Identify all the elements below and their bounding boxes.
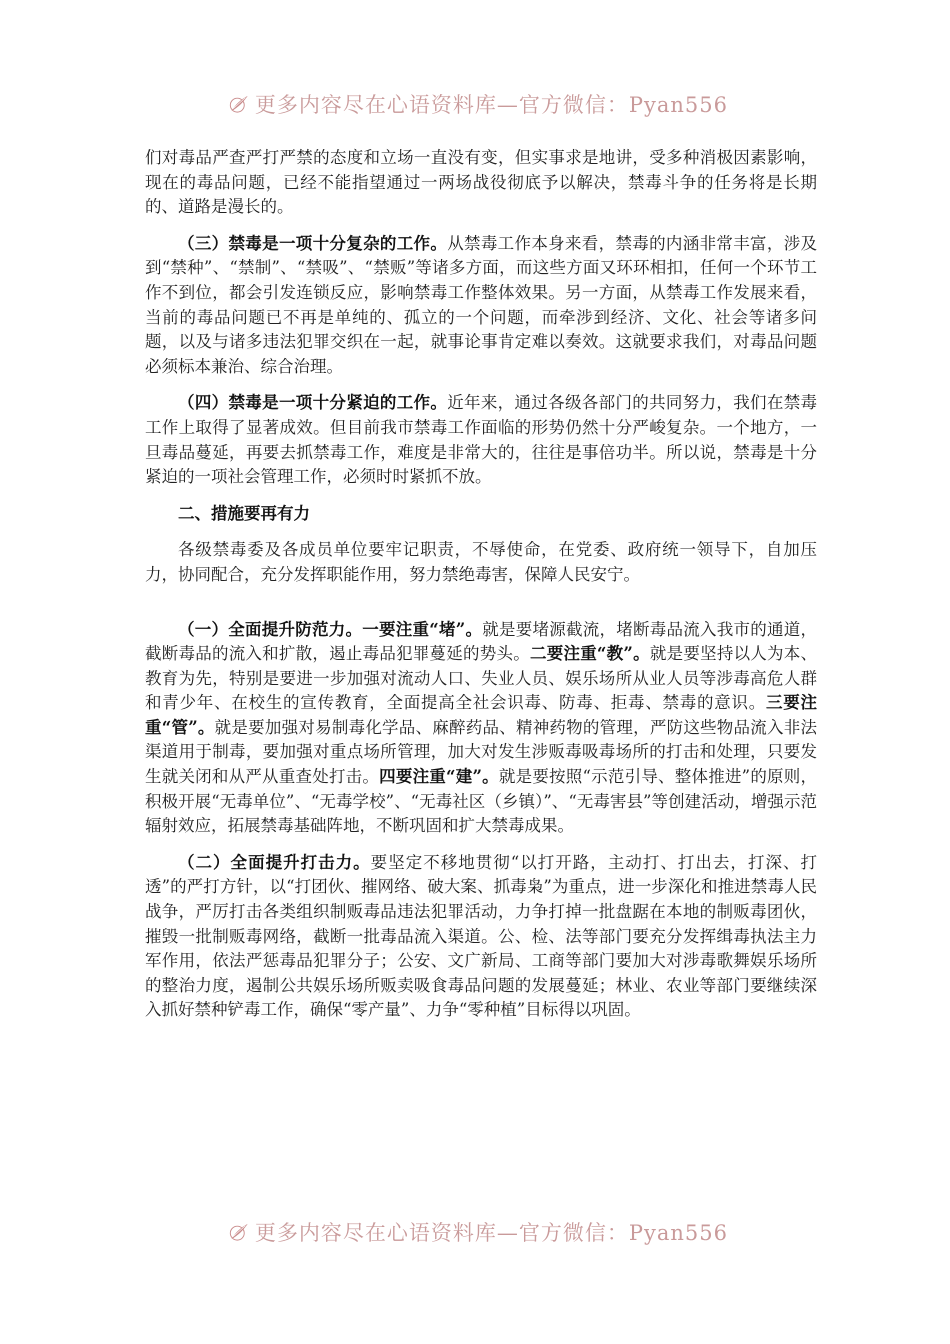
- banner-text: 更多内容尽在心语资料库—官方微信：Pyan556: [254, 93, 728, 117]
- section-title: 二、措施要再有力: [178, 503, 310, 523]
- quill-logo-icon: [228, 86, 249, 122]
- paragraph: [145, 851, 817, 1023]
- paragraph: 们对毒品严查严打严禁的态度和立场一直没有变，但实事求是地讲，受多种消极因素影响，现在的毒品问题，已经不能指望通过一两场战役彻底予以解决，禁毒斗争的任务将是长期的、道路是漫长的。: [145, 148, 817, 217]
- inline-heading: 三要注重“管”。: [145, 693, 817, 737]
- paragraph: [145, 232, 817, 380]
- paragraph-heading: （四）禁毒是一项十分紧迫的工作。: [178, 393, 448, 413]
- paragraph-text: 要坚定不移地贯彻“以打开路，主动打、打出去，打深、打透”的严打方针，以“打团伙、摧网络、破大案、抓毒枭”为重点，进一步深化和推进禁毒人民战争，严厉打击各类组织制贩毒品违法犯罪活动，力争打掉一批盘踞在本地的制贩毒团伙，摧毁一批制贩毒网络，截断一批毒品流入渠道。公、检、法等部门要充分发挥缉毒执法主力军作用，依法严惩毒品犯罪分子；公安、文广新局、工商等部门要加大对涉毒歌舞娱乐场所的整治力度，遏制公共娱乐场所贩卖吸食毒品问题的发展蔓延；林业、农业等部门要继续深入抓好禁种铲毒工作，确保“零产量”、力争“零种植”目标得以巩固。: [145, 852, 817, 1020]
- paragraph-heading: （二）全面提升打击力。: [178, 852, 371, 872]
- paragraph-text: 就是要坚持以人为本、教育为先，特别是要进一步加强对流动人口、失业人员、娱乐场所从业人员等涉毒高危人群和青少年、在校生的宣传教育，全面提高全社会识毒、防毒、拒毒、禁毒的意识。: [145, 644, 818, 713]
- quill-logo-icon: [228, 1214, 249, 1250]
- banner-text: 更多内容尽在心语资料库—官方微信：Pyan556: [254, 1221, 728, 1245]
- footer-banner: [228, 1214, 728, 1250]
- inline-heading: 四要注重“建”。: [379, 767, 499, 787]
- section-heading: [145, 502, 817, 527]
- paragraph-heading: （一）全面提升防范力。一要注重“堵”。: [178, 619, 483, 639]
- paragraph-text: 近年来，通过各级各部门的共同努力，我们在禁毒工作上取得了显著成效。但目前我市禁毒工作面临的形势仍然十分严峻复杂。一个地方，一旦毒品蔓延，再要去抓禁毒工作，难度是非常大的，往往是事倍功半。所以说，禁毒是十分紧迫的一项社会管理工作，必须时时紧抓不放。: [145, 393, 818, 487]
- paragraph-text: 就是要堵源截流，堵断毒品流入我市的通道，截断毒品的流入和扩散，遏止毒品犯罪蔓延的势头。: [145, 619, 818, 664]
- paragraph: 各级禁毒委及各成员单位要牢记职责，不辱使命，在党委、政府统一领导下，自加压力，协同配合，充分发挥职能作用，努力禁绝毒害，保障人民安宁。: [145, 540, 817, 584]
- paragraph: [145, 391, 817, 489]
- header-banner: [228, 86, 728, 122]
- paragraph-text: 就是要按照“示范引导、整体推进”的原则，积极开展“无毒单位”、“无毒学校”、“无毒社区（乡镇）”、“无毒害县”等创建活动，增强示范辐射效应，拓展禁毒基础阵地，不断巩固和扩大禁毒成果。: [145, 767, 817, 836]
- paragraph-text: 从禁毒工作本身来看，禁毒的内涵非常丰富，涉及到“禁种”、“禁制”、“禁吸”、“禁贩”等诸多方面，而这些方面又环环相扣，任何一个环节工作不到位，都会引发连锁反应，影响禁毒工作整体效果。另一方面，从禁毒工作发展来看，当前的毒品问题已不再是单纯的、孤立的一个问题，而牵涉到经济、文化、社会等诸多问题，以及与诸多违法犯罪交织在一起，就事论事肯定难以奏效。这就要求我们，对毒品问题必须标本兼治、综合治理。: [145, 233, 818, 376]
- paragraph-heading: （三）禁毒是一项十分复杂的工作。: [178, 233, 448, 253]
- inline-heading: 二要注重“教”。: [529, 644, 650, 664]
- document-body: [145, 146, 817, 1035]
- paragraph-text: 就是要加强对易制毒化学品、麻醉药品、精神药物的管理，严防这些物品流入非法渠道用于制毒，要加强对重点场所管理，加大对发生涉贩毒吸毒场所的打击和处理，只要发生就关闭和从严从重查处打击。: [145, 717, 817, 787]
- paragraph: [145, 618, 817, 839]
